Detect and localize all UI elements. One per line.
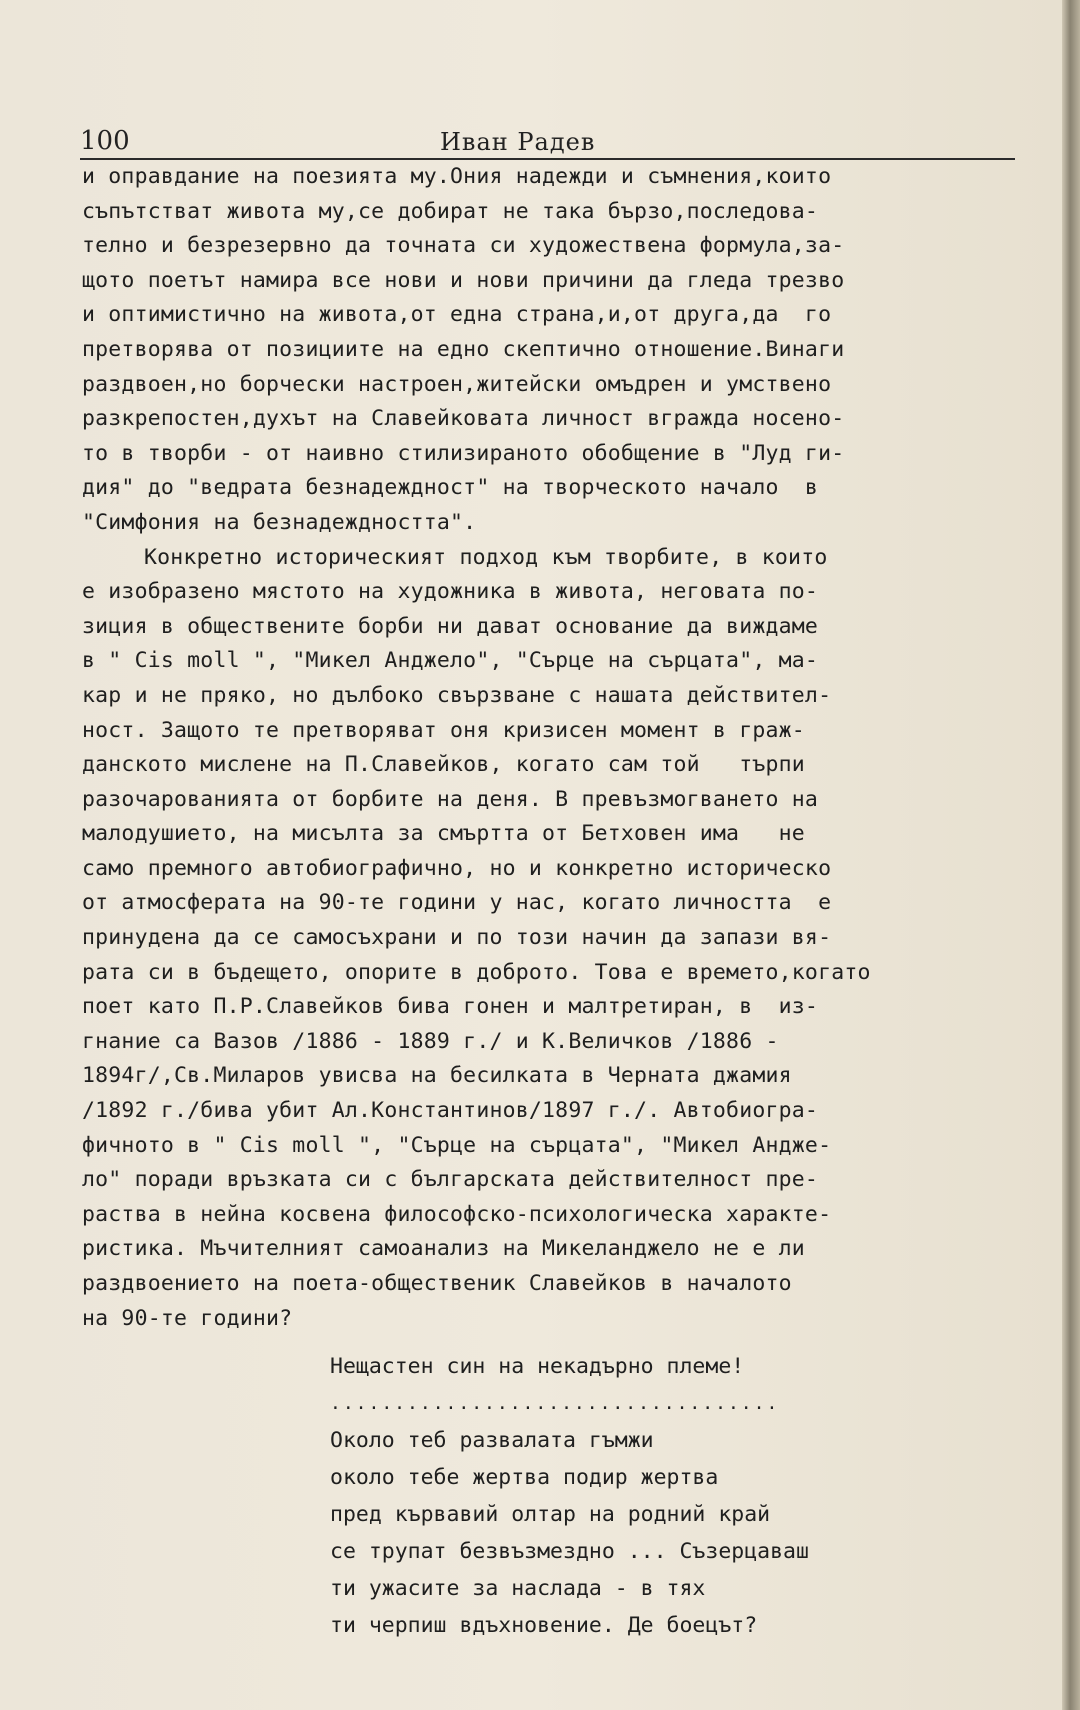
verse-line: пред кървавий олтар на родний край — [330, 1502, 771, 1527]
text-line: принудена да се самосъхрани и по този начин да запази вя- — [82, 925, 832, 951]
text-line: телно и безрезервно да точната си художествена формула,за- — [82, 233, 845, 259]
text-line: от атмосферата на 90-те години у нас, когато личността е — [82, 890, 832, 916]
text-line: /1892 г./бива убит Ал.Константинов/1897 г./. Автобиогра- — [82, 1098, 819, 1124]
verse-line: ти ужасите за наслада - в тях — [330, 1576, 706, 1601]
text-line: гнание са Вазов /1886 - 1889 г./ и К.Величков /1886 - — [82, 1028, 779, 1054]
verse-ellipsis-line: ................................... — [330, 1393, 780, 1414]
verse-line: около тебе жертва подир жертва — [330, 1465, 719, 1490]
text-line: раства в нейна косвена философско-психологическа характе- — [82, 1201, 832, 1227]
running-head: Иван Радев — [440, 128, 596, 156]
text-line: данското мислене на П.Славейков, когато сам той търпи — [82, 752, 805, 778]
text-line: щото поетът намира все нови и нови причини да гледа трезво — [82, 267, 845, 293]
text-line: в " Cis moll ", "Микел Анджело", "Сърце на сърцата", ма- — [82, 648, 819, 674]
verse-line: Около теб развалата гъмжи — [330, 1428, 654, 1453]
page-number: 100 — [80, 126, 130, 156]
text-line: зиция в обществените борби ни дават основание да виждаме — [82, 613, 819, 639]
text-line: претворява от позициите на едно скептично отношение.Винаги — [82, 336, 845, 362]
text-line: "Симфония на безнадеждността". — [82, 509, 477, 535]
text-line: раздвоението на поета-общественик Славейков в началото — [82, 1271, 792, 1296]
text-line: съпътстват живота му,се добират не така бързо,последова- — [82, 198, 819, 224]
text-line: и оправдание на поезията му.Ония надежди и съмнения,които — [82, 164, 832, 189]
text-line: ност. Защото те претворяват оня кризисен момент в граж- — [82, 717, 805, 743]
text-line: рата си в бъдещето, опорите в доброто. Това е времето,когато — [82, 959, 871, 985]
text-line: раздвоен,но борчески настроен,житейски омъдрен и умствено — [82, 371, 832, 397]
paragraph-start-line: Конкретно историческият подход към творбите, в които — [144, 544, 828, 570]
page-header — [80, 118, 1015, 160]
text-line: само премного автобиографично, но и конкретно историческо — [82, 855, 832, 881]
text-line: ристика. Мъчителният самоанализ на Микеланджело не е ли — [82, 1236, 805, 1262]
book-spine-edge — [1062, 0, 1080, 1710]
text-line: е изобразено мястото на художника в живота, неговата по- — [82, 579, 819, 605]
text-line: поет като П.Р.Славейков бива гонен и малтретиран, в из- — [82, 994, 819, 1020]
text-line: фичното в " Cis moll ", "Сърце на сърцата", "Микел Андже- — [82, 1132, 832, 1158]
verse-quote — [330, 1348, 990, 1644]
verse-line: Нещастен син на некадърно племе! — [330, 1354, 745, 1379]
verse-line: ти черпиш вдъхновение. Де боецът? — [330, 1613, 758, 1638]
text-line: малодушието, на мисълта за смъртта от Бетховен има не — [82, 821, 805, 847]
text-line: 1894г/,Св.Миларов увисва на бесилката в Черната джамия — [82, 1063, 792, 1089]
text-line: на 90-те години? — [82, 1305, 293, 1331]
text-line: дия" до "ведрата безнадеждност" на творческото начало в — [82, 475, 819, 501]
text-line: ло" поради връзката си с българската действителност пре- — [82, 1167, 819, 1193]
text-line: и оптимистично на живота,от една страна,и,от друга,да го — [82, 302, 832, 328]
text-line: разкрепостен,духът на Славейковата личност вгражда носено- — [82, 406, 845, 432]
body-text — [82, 160, 1037, 1336]
text-line: то в творби - от наивно стилизираното обобщение в "Луд ги- — [82, 440, 845, 466]
text-line: разочарованията от борбите на деня. В превъзмогването на — [82, 786, 819, 812]
verse-line: се трупат безвъзмездно ... Съзерцаваш — [330, 1539, 809, 1564]
text-line: кар и не пряко, но дълбоко свързване с нашата действител- — [82, 682, 832, 708]
